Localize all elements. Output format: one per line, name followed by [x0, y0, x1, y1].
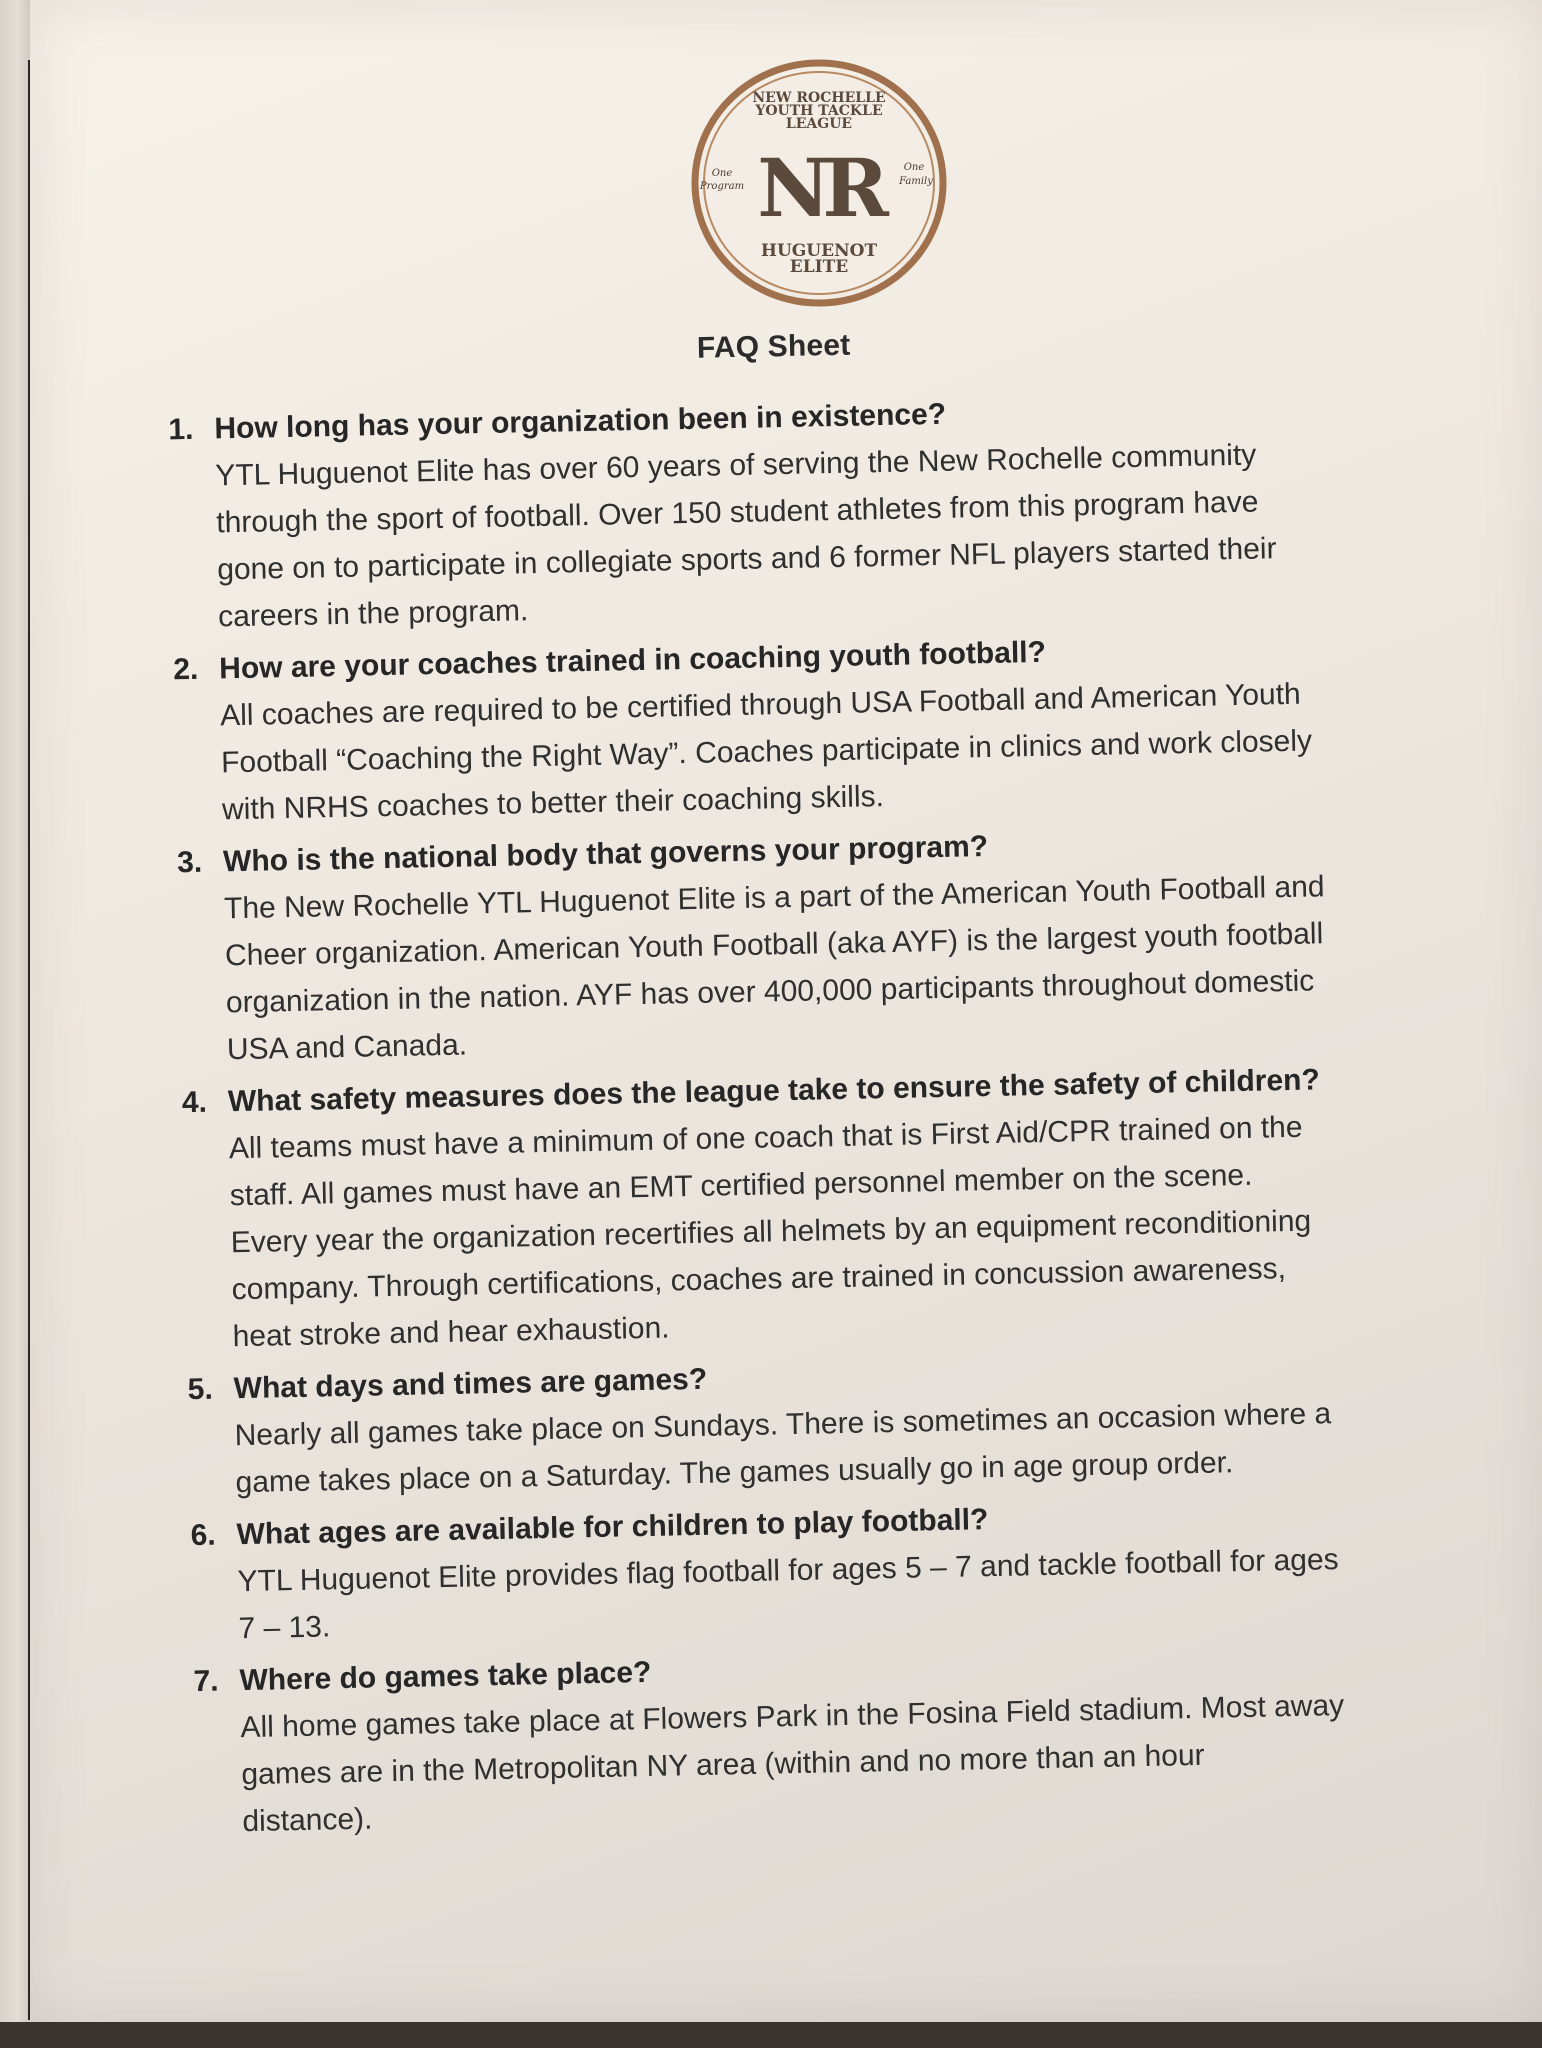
document-body	[30, 0, 1542, 2022]
seal-top-line-1: NEW ROCHELLE	[752, 90, 886, 106]
faq-number: 1.	[168, 412, 194, 447]
seal-top-line-2: YOUTH TACKLE	[755, 103, 883, 119]
faq-answer: YTL Huguenot Elite has over 60 years of serving the New Rochelle community through the sport of football. Over 150 student athletes from this program have gone on to participate in collegiate sports and 6 former NFL players started their careers in the program.	[215, 438, 1277, 634]
faq-number: 5.	[187, 1372, 214, 1407]
faq-answer: The New Rochelle YTL Huguenot Elite is a part of the American Youth Football and Cheer organization. American Youth Football (aka AYF) is the largest youth football organization in the nation. AYF has over 400,000 participants throughout domestic USA and Canada.	[223, 870, 1325, 1067]
faq-item	[168, 381, 1482, 641]
faq-item	[193, 1633, 1506, 1846]
faq-number: 3.	[176, 845, 203, 880]
faq-number: 4.	[181, 1085, 208, 1120]
faq-number: 2.	[172, 652, 199, 687]
seal-bottom-line-2: ELITE	[789, 257, 849, 277]
seal-right-line-2: Family	[899, 176, 933, 187]
faq-item	[190, 1487, 1503, 1653]
faq-item	[187, 1341, 1500, 1507]
faq-sheet-page	[30, 0, 1542, 2022]
faq-answer: Nearly all games take place on Sundays. There is sometimes an occasion where a game takes place on a Saturday. The games usually go in age group order.	[234, 1397, 1332, 1500]
seal-right-line-1: One	[903, 162, 925, 173]
faq-question: Who is the national body that governs your program?	[222, 829, 989, 879]
faq-answer: YTL Huguenot Elite provides flag football for ages 5 – 7 and tackle football for ages 7 – 13.	[237, 1543, 1339, 1646]
faq-question: What ages are available for children to play football?	[236, 1503, 989, 1552]
faq-item	[173, 621, 1486, 834]
faq-number: 6.	[190, 1518, 216, 1553]
faq-number: 7.	[193, 1664, 219, 1699]
table-surface-bottom	[0, 2022, 1542, 2048]
faq-answer: All coaches are required to be certified through USA Football and American Youth Football “Coaching the Right Way”. Coaches participate in clinics and work closely with NRHS coaches to better their coaching skills.	[219, 677, 1313, 827]
faq-answer: All home games take place at Flowers Park in the Fosina Field stadium. Most away games are in the Metropolitan NY area (within and no more than an hour distance).	[240, 1689, 1345, 1839]
faq-list	[168, 381, 1507, 1852]
seal-left-line-1: One	[711, 168, 733, 179]
faq-question: How are your coaches trained in coaching youth football?	[218, 635, 1047, 686]
page-title: FAQ Sheet	[696, 328, 851, 365]
faq-question: What days and times are games?	[233, 1362, 708, 1406]
page-left-margin	[0, 0, 30, 2048]
faq-item	[181, 1054, 1496, 1361]
seal-monogram: NR	[757, 141, 881, 235]
seal-top-line-3: LEAGUE	[785, 116, 853, 132]
faq-question: How long has your organization been in existence?	[214, 397, 947, 446]
faq-question: Where do games take place?	[239, 1655, 652, 1698]
seal-left-line-2: Program	[699, 181, 745, 192]
faq-answer: All teams must have a minimum of one coach that is First Aid/CPR trained on the staff. All games must have an EMT certified personnel member on the scene. Every year the organization recertifies all helmets by an equipment reconditioning company. Through certifications, coaches are trained in concussion awareness, heat stroke and hear exhaustion.	[228, 1110, 1312, 1354]
faq-item	[177, 814, 1491, 1074]
seal-bottom-line-1: HUGUENOT	[760, 241, 878, 261]
faq-question: What safety measures does the league take to ensure the safety of children?	[227, 1063, 1321, 1119]
